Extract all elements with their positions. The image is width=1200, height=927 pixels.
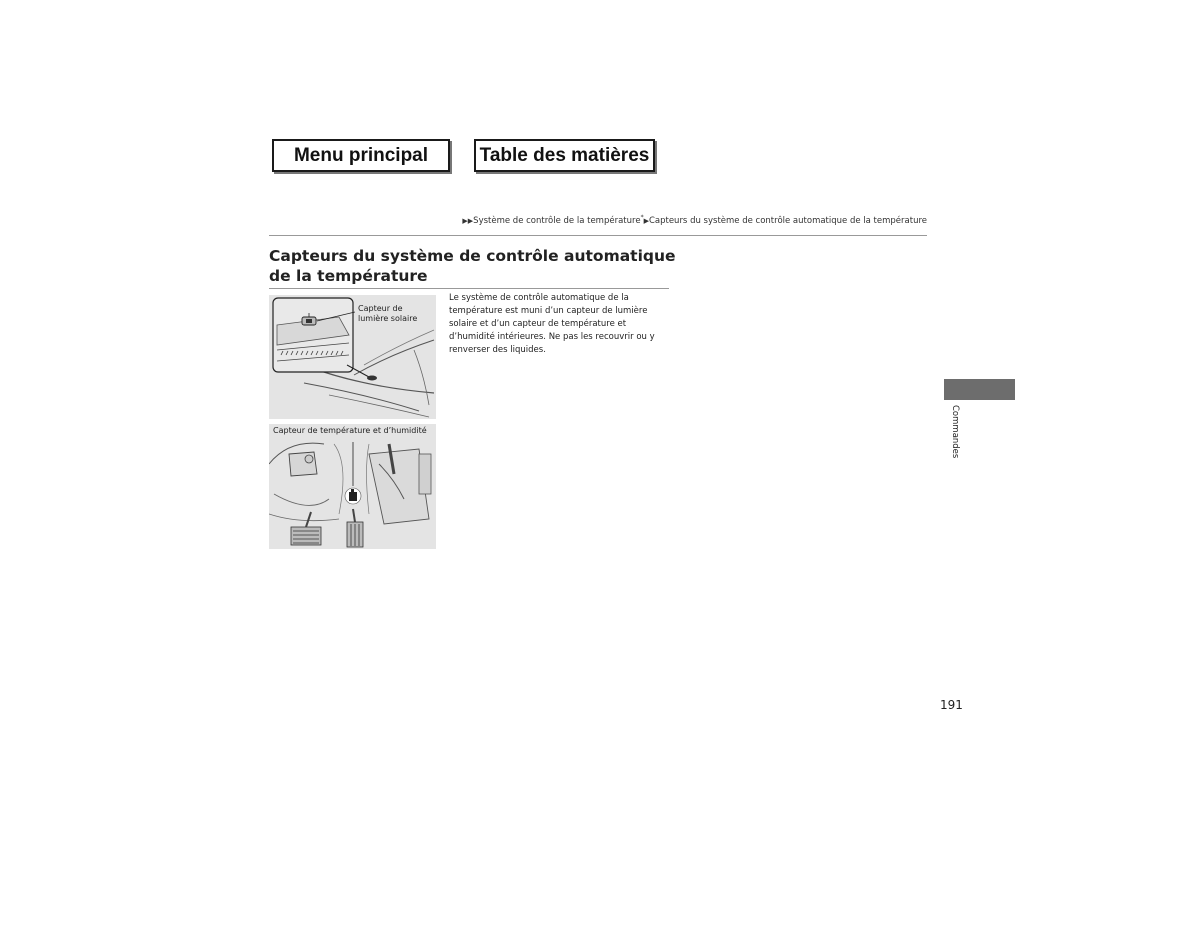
temperature-humidity-sensor-label: Capteur de température et d’humidité (273, 426, 427, 435)
page-number: 191 (940, 698, 963, 712)
table-of-contents-button[interactable]: Table des matières (474, 139, 655, 172)
title-divider (269, 288, 669, 289)
breadcrumb-arrow-icon: ▶ (643, 216, 649, 225)
breadcrumb (462, 214, 927, 226)
sunlight-sensor-label: Capteur de lumière solaire (358, 304, 418, 323)
temperature-humidity-sensor-illustration (269, 424, 436, 549)
breadcrumb-mark: * (640, 214, 644, 221)
section-side-tab[interactable] (944, 379, 1015, 400)
breadcrumb-item-climate[interactable]: Système de contrôle de la température (473, 215, 641, 226)
body-paragraph: Le système de contrôle automatique de la température est muni d’un capteur de lumière solaire et d’un capteur de température et d’humidité intérieures. Ne pas les recouvrir ou y renverser des liquides. (449, 293, 655, 355)
main-menu-button[interactable]: Menu principal (272, 139, 450, 172)
header-divider (269, 235, 927, 236)
breadcrumb-arrow-icon: ▶▶ (462, 216, 474, 225)
sunlight-sensor-illustration (269, 295, 436, 419)
section-title: Capteurs du système de contrôle automatique de la température (269, 247, 676, 285)
lower-dash-drawing (269, 424, 436, 549)
section-side-label: Commandes (950, 405, 960, 459)
breadcrumb-item-sensors[interactable]: Capteurs du système de contrôle automatique de la température (648, 215, 927, 226)
